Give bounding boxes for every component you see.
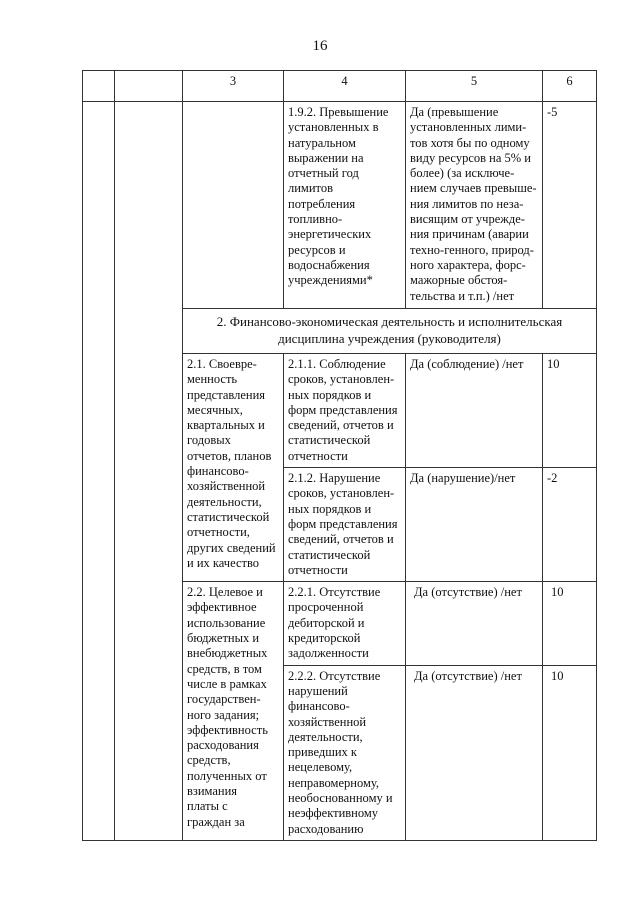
score-cell: 10 [543, 665, 597, 840]
col3-cell [183, 102, 284, 309]
score-cell: -5 [543, 102, 597, 309]
score-cell: 10 [543, 354, 597, 468]
col2-cell [115, 102, 183, 841]
condition-cell: Да (соблюдение) /нет [406, 354, 543, 468]
page-number: 16 [312, 38, 328, 54]
criterion-cell: 2.1.1. Соблюдение сроков, установлен- ных порядков и форм представления сведений, отчетов и статистической отчетности [284, 354, 406, 468]
score-cell: -2 [543, 468, 597, 582]
header-cell-2 [115, 71, 183, 102]
criteria-table [82, 70, 597, 841]
header-row [83, 71, 597, 102]
col1-cell [83, 102, 115, 841]
section-title: 2. Финансово-экономическая деятельность и исполнительская дисциплина учреждения (руководителя) [183, 309, 597, 354]
table-row [83, 102, 597, 309]
criterion-cell: 1.9.2. Превышение установленных в натуральном выражении на отчетный год лимитов потребления топливно- энергетических ресурсов и водоснабжения учреждениями* [284, 102, 406, 309]
criterion-cell: 2.2.1. Отсутствие просроченной дебиторской и кредиторской задолженности [284, 582, 406, 665]
condition-cell: Да (превышение установленных лими- тов хотя бы по одному виду ресурсов на 5% и более) (за исключе- нием случаев превыше- ния лимитов по неза- висящим от учрежде- ния причинам (аварии техно-генного, природ- ного характера, форс- мажорные обстоя- тельства и т.п.) /нет [406, 102, 543, 309]
header-cell-4: 4 [284, 71, 406, 102]
header-cell-6: 6 [543, 71, 597, 102]
criterion-cell: 2.2.2. Отсутствие нарушений финансово- хозяйственной деятельности, приведших к нецелевому, неправомерному, необоснованному и неэффективному расходованию [284, 665, 406, 840]
header-cell-5: 5 [406, 71, 543, 102]
criterion-cell: 2.1.2. Нарушение сроков, установлен- ных порядков и форм представления сведений, отчетов и статистической отчетности [284, 468, 406, 582]
header-cell-1 [83, 71, 115, 102]
condition-cell: Да (отсутствие) /нет [406, 665, 543, 840]
condition-cell: Да (отсутствие) /нет [406, 582, 543, 665]
condition-cell: Да (нарушение)/нет [406, 468, 543, 582]
header-cell-3: 3 [183, 71, 284, 102]
indicator-cell: 2.2. Целевое и эффективное использование бюджетных и внебюджетных средств, в том числе в рамках государствен- ного задания; эффективность расходования средств, полученных от взимания платы с граждан за [183, 582, 284, 841]
score-cell: 10 [543, 582, 597, 665]
indicator-cell: 2.1. Своевре- менность представления месячных, квартальных и годовых отчетов, планов финансово- хозяйственной деятельности, статистической отчетности, других сведений и их качество [183, 354, 284, 582]
